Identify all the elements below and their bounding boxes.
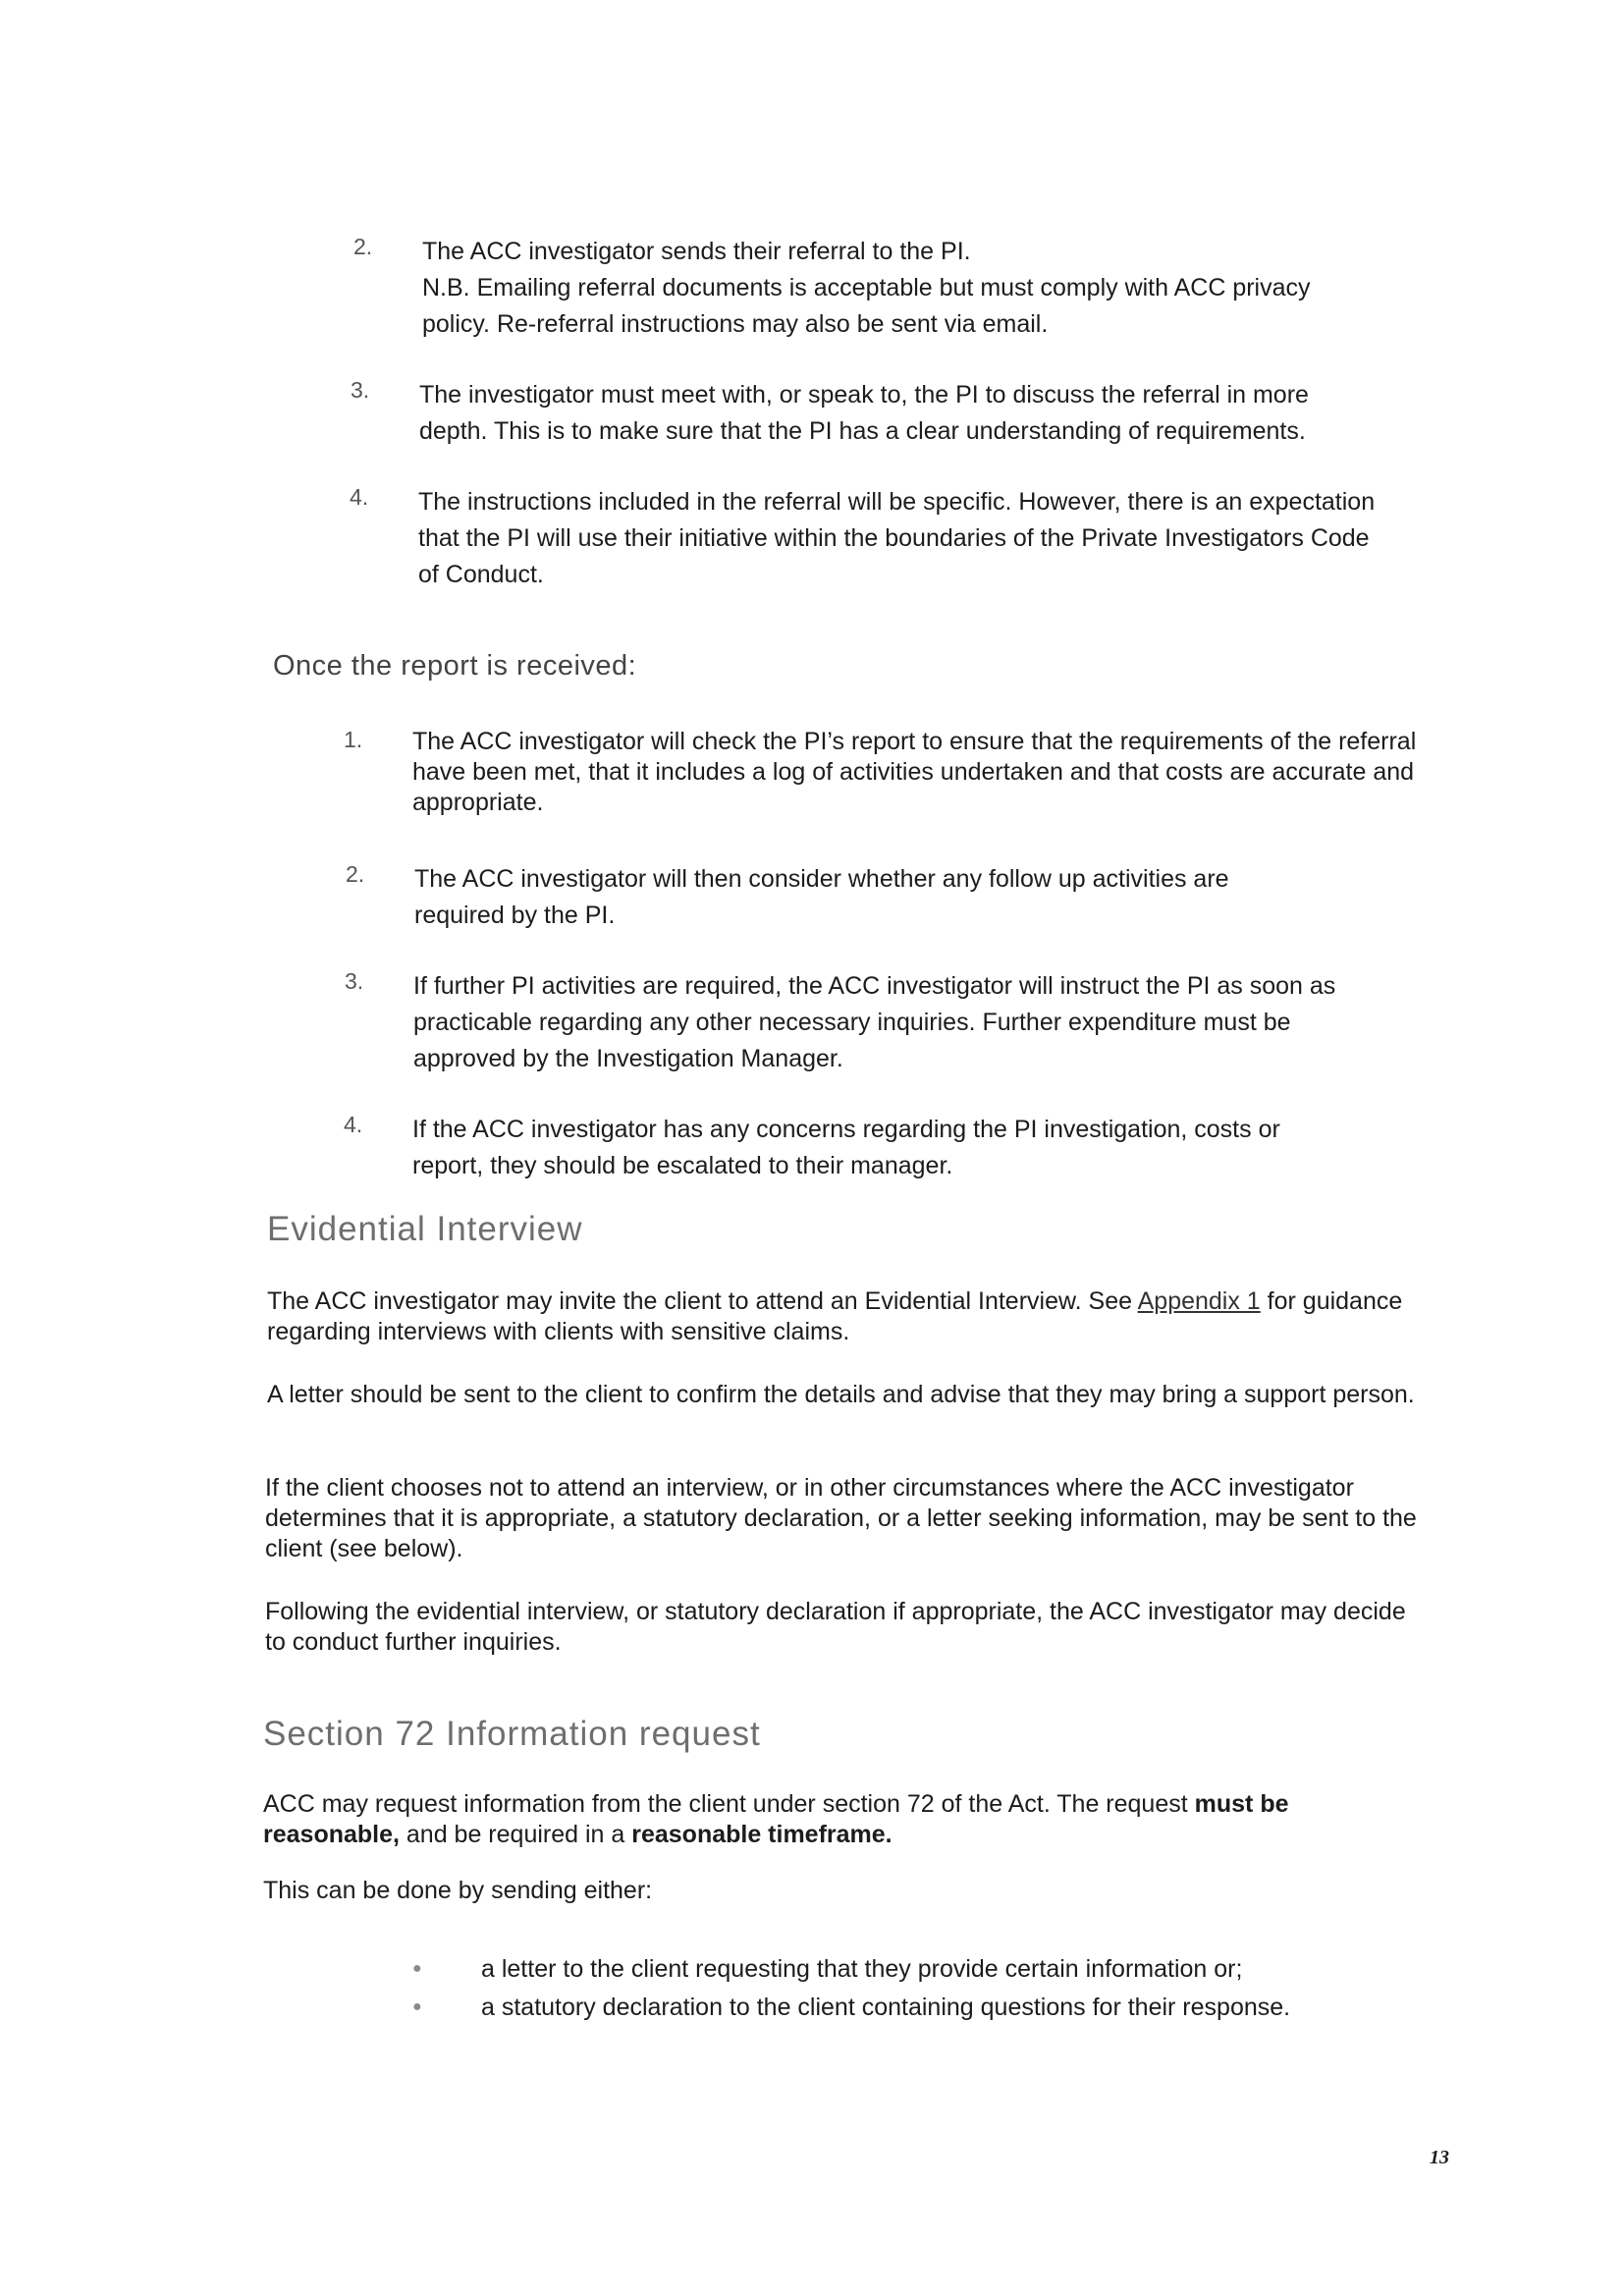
bullet-item xyxy=(412,1950,1443,1988)
list-text: The ACC investigator sends their referral to the PI. N.B. Emailing referral documents is acceptable but must comply with ACC privacy policy. Re-referral instructions may also be sent via email. xyxy=(422,238,1311,338)
appendix-1-link[interactable]: Appendix 1 xyxy=(1137,1287,1261,1315)
list-item xyxy=(350,484,1380,593)
list-item xyxy=(345,968,1376,1077)
bullet-text: a statutory declaration to the client containing questions for their response. xyxy=(481,1994,1291,2021)
evidential-paragraph-1 xyxy=(267,1286,1426,1347)
list-text: The investigator must meet with, or speak to, the PI to discuss the referral in more depth. This is to make sure that the PI has a clear understanding of requirements. xyxy=(419,381,1309,445)
list-number: 4. xyxy=(344,1112,363,1137)
heading-evidential-interview: Evidential Interview xyxy=(267,1210,583,1248)
list-number: 1. xyxy=(344,727,363,752)
list-text: The ACC investigator will check the PI’s report to ensure that the requirements of the referral have been met, that it includes a log of activities undertaken and that costs are accurate and appropriate. xyxy=(412,728,1417,816)
paragraph-text: for guidance regarding interviews with clients with sensitive claims. xyxy=(267,1287,1403,1345)
bullet-dot-icon: ● xyxy=(412,1998,422,2015)
list-text: If further PI activities are required, the ACC investigator will instruct the PI as soon as practicable regarding any other necessary inquiries. Further expenditure must be approved by the Investigation Manager. xyxy=(413,972,1336,1072)
evidential-paragraph-2: A letter should be sent to the client to confirm the details and advise that they may bring a support person. xyxy=(267,1381,1415,1408)
emphasis-text: must be reasonable, xyxy=(263,1790,1289,1848)
paragraph-text: The ACC investigator may invite the client to attend an Evidential Interview. See xyxy=(267,1287,1138,1315)
list-number: 3. xyxy=(345,968,364,994)
bullet-dot-icon: ● xyxy=(412,1960,422,1977)
heading-section-72: Section 72 Information request xyxy=(263,1715,761,1753)
list-item xyxy=(344,727,1424,818)
bullet-item xyxy=(412,1989,1443,2026)
list-item xyxy=(351,377,1381,450)
section72-paragraph-2: This can be done by sending either: xyxy=(263,1877,653,1904)
evidential-paragraph-3: If the client chooses not to attend an interview, or in other circumstances where the ACC investigator determines that it is appropriate, a statutory declaration, or a letter seeking information, may be sent to the client (see below). xyxy=(265,1474,1417,1562)
paragraph-text: and be required in a xyxy=(399,1821,632,1848)
list-number: 3. xyxy=(351,377,370,403)
section72-paragraph-1 xyxy=(263,1789,1422,1850)
list-number: 2. xyxy=(346,861,365,887)
list-number: 2. xyxy=(353,234,373,259)
list-text: The instructions included in the referral will be specific. However, there is an expectation that the PI will use their initiative within the boundaries of the Private Investigators Code of Conduct. xyxy=(418,488,1376,588)
bullet-text: a letter to the client requesting that they provide certain information or; xyxy=(481,1955,1243,1983)
list-item xyxy=(346,861,1377,934)
evidential-paragraph-4: Following the evidential interview, or statutory declaration if appropriate, the ACC investigator may decide to conduct further inquiries. xyxy=(265,1598,1406,1656)
list-text: If the ACC investigator has any concerns regarding the PI investigation, costs or report, they should be escalated to their manager. xyxy=(412,1116,1280,1179)
list-number: 4. xyxy=(350,484,369,510)
emphasis-text: reasonable timeframe. xyxy=(631,1821,893,1848)
page-number: 13 xyxy=(1430,2147,1449,2168)
list-item xyxy=(344,1112,1375,1184)
subheading-report-received: Once the report is received: xyxy=(273,650,637,682)
list-item xyxy=(353,234,1384,343)
paragraph-text: ACC may request information from the client under section 72 of the Act. The request xyxy=(263,1790,1195,1818)
list-text: The ACC investigator will then consider whether any follow up activities are required by the PI. xyxy=(414,865,1229,929)
